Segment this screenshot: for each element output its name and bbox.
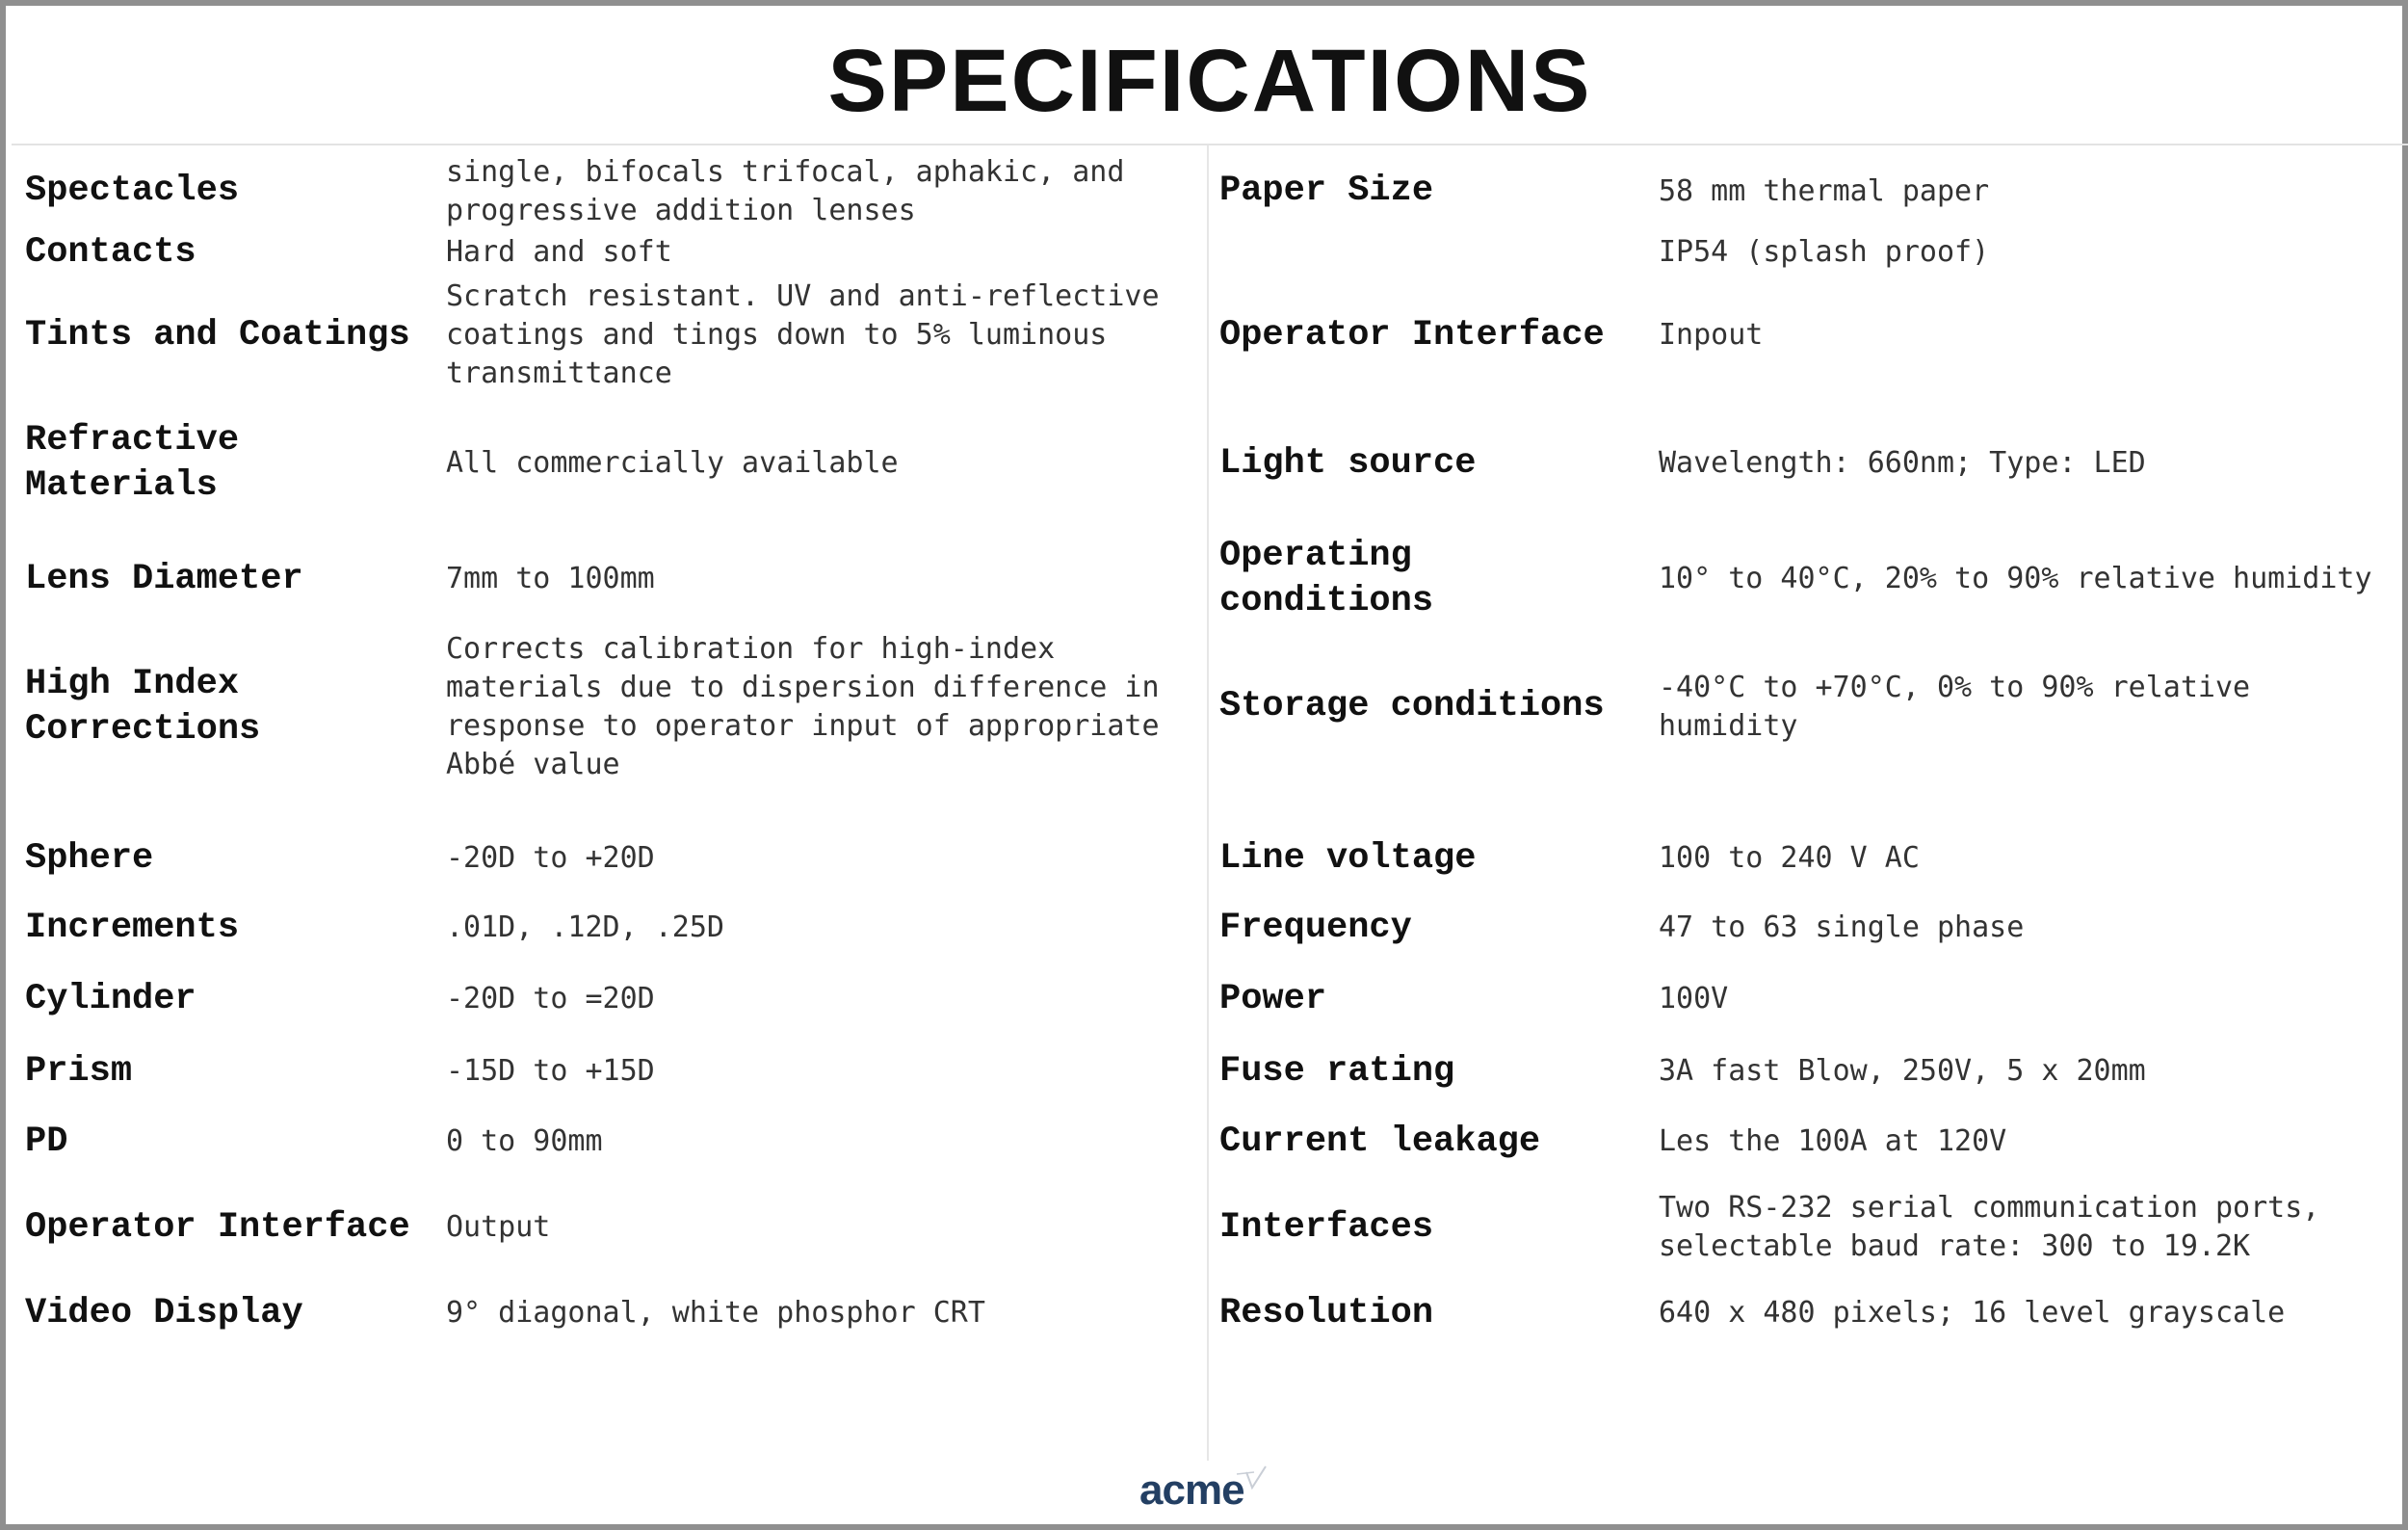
spec-label: Operator Interface bbox=[1219, 314, 1605, 356]
spec-row bbox=[25, 627, 1195, 786]
spec-row bbox=[1219, 627, 2404, 786]
spec-label: Spectacles bbox=[25, 171, 240, 211]
spec-row bbox=[25, 155, 1195, 227]
logo-text: acme bbox=[1139, 1466, 1244, 1514]
spec-label bbox=[1219, 232, 1643, 273]
spec-value: Inpout bbox=[1659, 318, 1764, 352]
spec-value: Corrects calibration for high-index materials due to dispersion difference in response to operator input of appropriate Abbé value bbox=[446, 631, 1160, 781]
title-divider bbox=[12, 144, 2408, 145]
spec-row bbox=[1219, 155, 2404, 227]
page-title: SPECIFICATIONS bbox=[827, 32, 1592, 130]
spec-label: Contacts bbox=[25, 231, 196, 273]
spec-row bbox=[1219, 314, 2404, 356]
spec-sheet: SPECIFICATIONS Spectacles single, bifocals trifocal, aphakic, and progressive addition lenses Contacts Hard and soft Tints and Coatings Scratch resistant. UV and anti-reflective coatings and tings down to 5% luminous transmittance Refractive Materials All commercially available Lens Diameter 7mm to 100mm High Index Corrections Corrects calibration for high-index materials due to dispersion difference in response to operator input of appropriate Abbé value Sphere -20D to +20D Increments .01D, .12D, .25D Cylinder -20D to =20D Prism -15D to +15D PD 0 to 90mm Operator Interface Output Video Display 9° diagonal, white phosphor CRT Paper Size 58 mm thermal paper IP54 (splash proof) Operator Interface Inpout Light source Wavelength: 660nm; Type: LED Operating conditions 10° to 40°C, 20% to 90% relative humidity Storage conditions -40°C to +70°C, 0% to 90% relative humidity Line voltage 100 to 240 V AC Frequency 47 to 63 single phase Power 100V Fuse rating 3A fast Blow, 250V, 5 x 20mm Current leakage Les the 100A at 120V Interfaces Two RS-232 serial communication ports, selectable baud rate: 300 to 19.2K Resolution 640 x 480 pixels; 16 level grayscale acme bbox=[0, 0, 2408, 1530]
spec-label: Tints and Coatings bbox=[25, 314, 410, 356]
acme-logo bbox=[1133, 1463, 1287, 1520]
spec-value: Scratch resistant. UV and anti-reflective coatings and tings down to 5% luminous transmittance bbox=[446, 279, 1160, 390]
spec-value: 58 mm thermal paper bbox=[1659, 173, 1990, 208]
spec-row bbox=[25, 279, 1195, 390]
spec-label: Paper Size bbox=[1219, 171, 1434, 211]
spec-label: Storage conditions bbox=[1219, 686, 1605, 726]
spec-value: single, bifocals trifocal, aphakic, and progressive addition lenses bbox=[446, 154, 1125, 227]
spec-label: High Index Corrections bbox=[25, 663, 261, 750]
spec-value: IP54 (splash proof) bbox=[1659, 235, 1990, 269]
spec-value: Hard and soft bbox=[446, 235, 672, 269]
spec-value: -40°C to +70°C, 0% to 90% relative humidity bbox=[1659, 670, 2251, 743]
spec-row bbox=[25, 232, 1195, 273]
column-divider bbox=[1207, 145, 1209, 1461]
spec-row bbox=[1219, 232, 2404, 273]
